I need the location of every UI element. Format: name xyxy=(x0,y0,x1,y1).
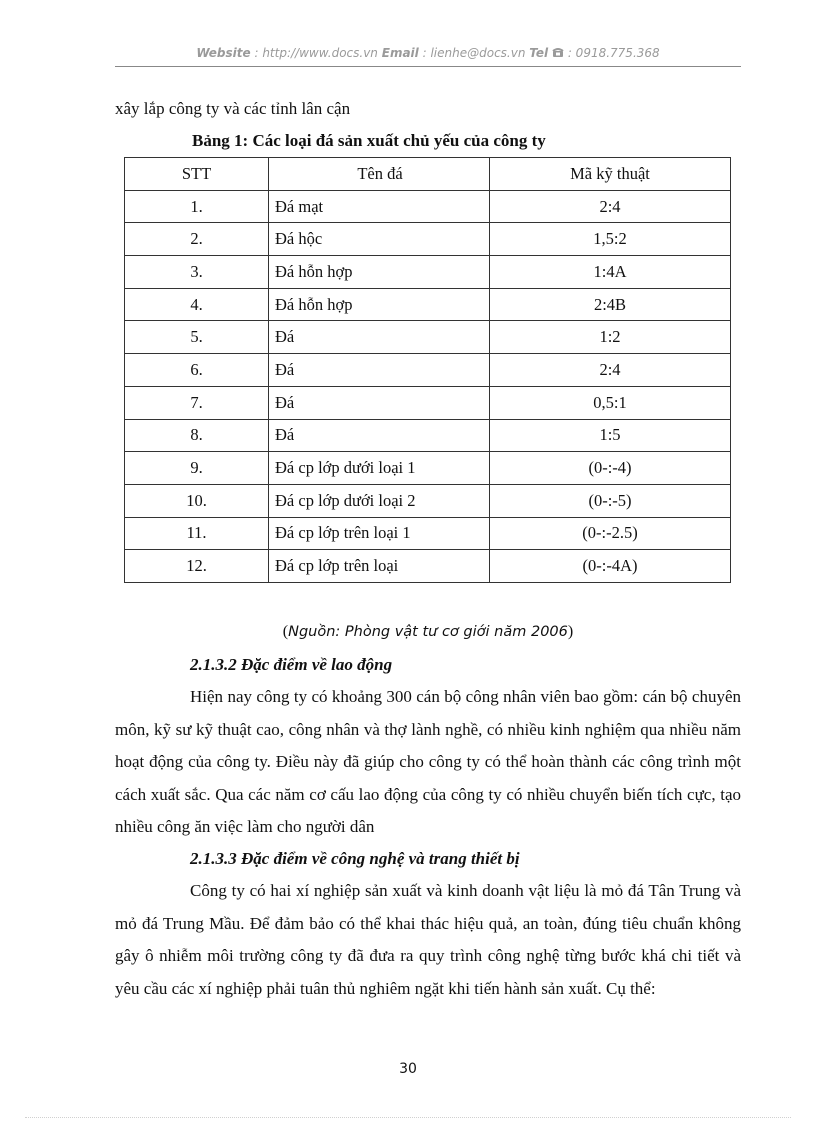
section-heading-labour: 2.1.3.2 Đặc điểm về lao động xyxy=(190,655,393,674)
cell-stone-name: Đá xyxy=(269,321,490,354)
table-row xyxy=(125,288,731,321)
cell-stone-name: Đá xyxy=(269,386,490,419)
phone-number: : 0918.775.368 xyxy=(567,46,660,60)
page-header xyxy=(115,46,741,60)
source-text: Nguồn: Phòng vật tư cơ giới năm 2006 xyxy=(288,624,568,640)
email-label: Email xyxy=(381,46,419,60)
cell-technical-code: 2:4 xyxy=(490,190,731,223)
table-row xyxy=(125,354,731,387)
labour-paragraph-text: Hiện nay công ty có khoảng 300 cán bộ công nhân viên bao gồm: cán bộ chuyên môn, kỹ sư kỹ thuật cao, công nhân và thợ lành nghề, có nhiều kinh nghiệm qua nhiều năm hoạt động của công ty. Điều này đã giúp cho công ty có thể hoàn thành các công trình một cách xuất sắc. Qua các năm cơ cấu lao động của công ty có nhiều chuyển biến tích cực, tạo nhiều công ăn việc làm cho người dân xyxy=(115,687,741,836)
cell-stone-name: Đá xyxy=(269,419,490,452)
footer-divider xyxy=(25,1117,791,1118)
cell-technical-code: 1:5 xyxy=(490,419,731,452)
website-label: Website xyxy=(196,46,251,60)
cell-technical-code: 2:4B xyxy=(490,288,731,321)
cell-technical-code: (0-:-5) xyxy=(490,484,731,517)
table-row xyxy=(125,517,731,550)
table-row xyxy=(125,452,731,485)
cell-stone-name: Đá cp lớp dưới loại 1 xyxy=(269,452,490,485)
cell-stt: 7. xyxy=(125,386,269,419)
source-close-paren: ) xyxy=(567,623,574,640)
table-body xyxy=(125,190,731,582)
header-stone-name: Tên đá xyxy=(269,158,490,191)
cell-technical-code: 1:2 xyxy=(490,321,731,354)
phone-icon xyxy=(552,46,568,60)
cell-stone-name: Đá mạt xyxy=(269,190,490,223)
labour-paragraph xyxy=(115,681,741,844)
header-stt: STT xyxy=(125,158,269,191)
cell-stt: 12. xyxy=(125,550,269,583)
cell-stone-name: Đá cp lớp trên loại 1 xyxy=(269,517,490,550)
table-header-row xyxy=(125,158,731,191)
table-row xyxy=(125,321,731,354)
email-address[interactable]: : lienhe@docs.vn xyxy=(422,46,526,60)
page-number: 30 xyxy=(399,1061,417,1077)
cell-stone-name: Đá hộc xyxy=(269,223,490,256)
cell-technical-code: (0-:-4) xyxy=(490,452,731,485)
table-row xyxy=(125,484,731,517)
cell-technical-code: (0-:-2.5) xyxy=(490,517,731,550)
table-title: Bảng 1: Các loại đá sản xuất chủ yếu của công ty xyxy=(192,131,546,150)
cell-technical-code: 2:4 xyxy=(490,354,731,387)
header-divider xyxy=(115,66,741,67)
table-row xyxy=(125,386,731,419)
cell-stt: 11. xyxy=(125,517,269,550)
technology-paragraph-text: Công ty có hai xí nghiệp sản xuất và kinh doanh vật liệu là mỏ đá Tân Trung và mỏ đá Trung Mầu. Để đảm bảo có thể khai thác hiệu quả, an toàn, đúng tiêu chuẩn không gây ô nhiễm môi trường công ty đã đưa ra quy trình công nghệ từng bước khá chi tiết và yêu cầu các xí nghiệp phải tuân thủ nghiêm ngặt khi tiến hành sản xuất. Cụ thể: xyxy=(115,881,741,998)
table-row xyxy=(125,419,731,452)
cell-stt: 10. xyxy=(125,484,269,517)
stone-types-table xyxy=(124,157,731,583)
cell-stt: 5. xyxy=(125,321,269,354)
cell-stt: 4. xyxy=(125,288,269,321)
cell-stt: 2. xyxy=(125,223,269,256)
intro-line: xây lắp công ty và các tỉnh lân cận xyxy=(115,99,351,118)
table-row xyxy=(125,256,731,289)
website-url[interactable]: : http://www.docs.vn xyxy=(254,46,378,60)
table-row xyxy=(125,190,731,223)
cell-stone-name: Đá cp lớp trên loại xyxy=(269,550,490,583)
technology-paragraph xyxy=(115,875,741,1005)
cell-stone-name: Đá hỗn hợp xyxy=(269,288,490,321)
table-source xyxy=(115,623,741,641)
cell-stt: 9. xyxy=(125,452,269,485)
table-row xyxy=(125,550,731,583)
cell-stone-name: Đá xyxy=(269,354,490,387)
cell-stt: 1. xyxy=(125,190,269,223)
cell-stt: 3. xyxy=(125,256,269,289)
tel-label: Tel xyxy=(529,46,549,60)
table-row xyxy=(125,223,731,256)
cell-stone-name: Đá hỗn hợp xyxy=(269,256,490,289)
source-open-paren: ( xyxy=(282,623,289,640)
header-technical-code: Mã kỹ thuật xyxy=(490,158,731,191)
cell-technical-code: 1:4A xyxy=(490,256,731,289)
cell-stone-name: Đá cp lớp dưới loại 2 xyxy=(269,484,490,517)
cell-technical-code: (0-:-4A) xyxy=(490,550,731,583)
cell-stt: 6. xyxy=(125,354,269,387)
cell-stt: 8. xyxy=(125,419,269,452)
cell-technical-code: 1,5:2 xyxy=(490,223,731,256)
cell-technical-code: 0,5:1 xyxy=(490,386,731,419)
section-heading-technology: 2.1.3.3 Đặc điểm về công nghệ và trang thiết bị xyxy=(190,849,520,868)
